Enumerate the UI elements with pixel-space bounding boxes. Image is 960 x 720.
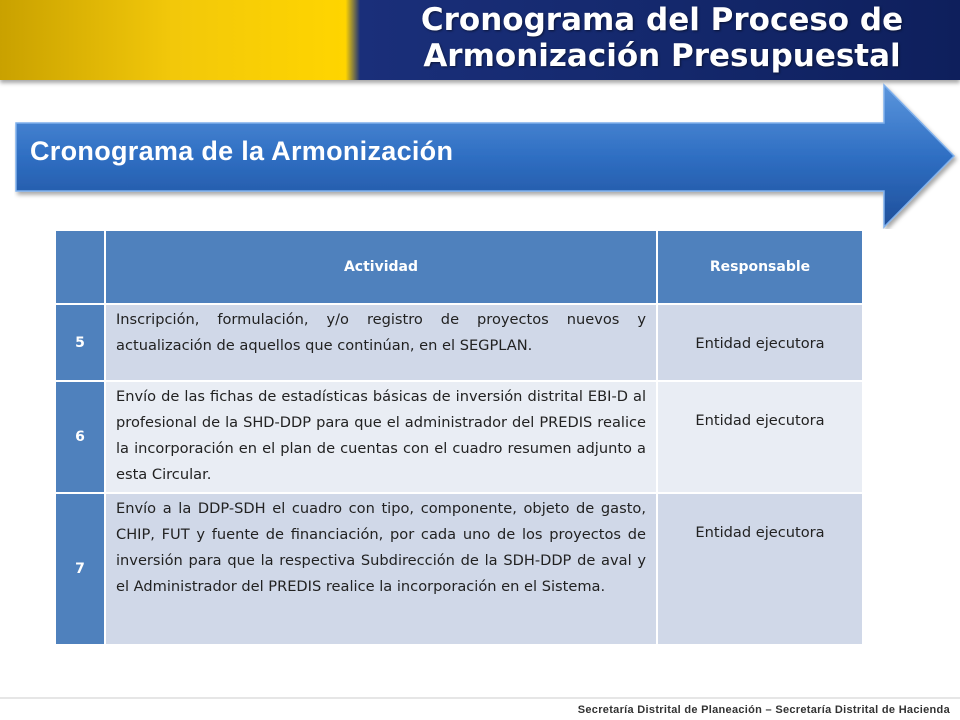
column-header-number xyxy=(55,230,105,304)
table-row xyxy=(55,493,863,645)
slide-title xyxy=(392,2,932,74)
row-responsable: Entidad ejecutora xyxy=(657,493,863,645)
row-number: 7 xyxy=(55,493,105,645)
row-actividad: Inscripción, formulación, y/o registro de proyectos nuevos y actualización de aquellos que continúan, en el SEGPLAN. xyxy=(105,304,657,381)
row-actividad: Envío de las fichas de estadísticas básicas de inversión distrital EBI-D al profesional de la SHD-DDP para que el administrador del PREDIS realice la incorporación en el plan de cuentas con el cuadro resumen adjunto a esta Circular. xyxy=(105,381,657,493)
row-responsable: Entidad ejecutora xyxy=(657,304,863,381)
footer-divider xyxy=(0,697,960,699)
row-actividad: Envío a la DDP-SDH el cuadro con tipo, componente, objeto de gasto, CHIP, FUT y fuente de financiación, por cada uno de los proyectos de inversión para que la respectiva Subdirección de la SDH-DDP de aval y el Administrador del PREDIS realice la incorporación en el Sistema. xyxy=(105,493,657,645)
table-row xyxy=(55,304,863,381)
footer-text: Secretaría Distrital de Planeación – Secretaría Distrital de Hacienda xyxy=(577,704,950,716)
slide-title-line1: Cronograma del Proceso de xyxy=(420,2,904,38)
row-responsable: Entidad ejecutora xyxy=(657,381,863,493)
column-header-responsable: Responsable xyxy=(657,230,863,304)
row-number: 6 xyxy=(55,381,105,493)
row-number: 5 xyxy=(55,304,105,381)
slide-title-line2: Armonización Presupuestal xyxy=(423,38,901,74)
column-header-actividad: Actividad xyxy=(105,230,657,304)
schedule-table xyxy=(54,229,864,646)
banner-label: Cronograma de la Armonización xyxy=(30,136,454,166)
table-row xyxy=(55,381,863,493)
table-header-row xyxy=(55,230,863,304)
